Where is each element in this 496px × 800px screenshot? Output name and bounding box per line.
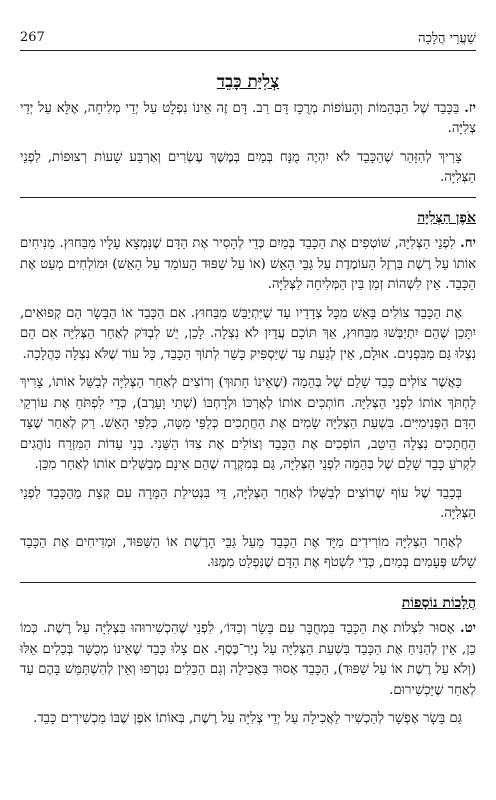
paragraph-18b: אֶת הַכָּבֵד צוֹלִים בָּאֵשׁ מִכָּל צְדָדָיו עַד שֶׁיִּתְיַבֵּשׁ מִבַּחוּץ. אִם הַכָּבֵד אוֹ הַבָּשָׂר הֵם קְפוּאִים, יִתָּכֵן שֶׁהֵם יִתְיַבְּשׁוּ מִבַּחוּץ, אַךְ תּוֹכָם עֲדַיִן לֹא נִצְלָה. לָכֵן, יֵשׁ לִבְדֹּק לְאַחַר הַצְּלִיָּה אִם הֵם נִצְלוּ גַּם מִבִּפְנִים. אוּלָם, אֵין לְגַעַת עַד שֶׁיַּסְפִּיק כָּשֵׁר לְתוֹךְ הַכָּבֵד, כָּל עוֹד שֶׁלֹּא נִצְלָה כַּהֲלָכָה. xyxy=(20,305,476,362)
section-title-liver-roasting: צְלִיַּת כָּבֵד xyxy=(216,72,280,92)
paragraph-18c: כַּאֲשֶׁר צוֹלִים כָּבֵד שָׁלֵם שֶׁל בְּהֵמָה (שֶׁאֵינוֹ חָתוּךְ) וְרוֹצִים לְאַחַר הַצְּלִיָּה לְבַשֵּׁל אוֹתוֹ, צָרִיךְ לַחְתֹּךְ אוֹתוֹ לִפְנֵי הַצְּלִיָּה. חוֹתְכִים אוֹתוֹ לְאָרְכּוֹ וּלְרָחְבּוֹ (שְׁתִי וָעֵרֶב), כְּדֵי לִפְתֹּחַ אֶת עוֹרְקֵי הַדָּם הַפְּנִימִיִּים. בִּשְׁעַת הַצְּלִיָּה שָׂמִים אֶת הַחֲתָכִים כְּלַפֵּי מַטָּה, כְּלַפֵּי הָאֵשׁ. רַק לְאַחַר שֶׁצַּד הַחֲתָכִים נִצְלָה הֵיטֵב, הוֹפְכִים אֶת הַכָּבֵד וְצוֹלִים אֶת צִדּוֹ הַשֵּׁנִי. בְּנֵי עֵדוֹת הַמִּזְרָח נוֹהֲגִים לִקְרֹעַ כָּבֵד שָׁלֵם שֶׁל בְּהֵמָה לִפְנֵי הַצְּלִיָּה, גַּם בְּמִקְרֶה שֶׁהֵם אֵינָם מְבַשְּׁלִים אוֹתוֹ לְאַחַר מִכֵּן. xyxy=(20,375,476,472)
paragraph-17b: צָרִיךְ לְהִזָּהֵר שֶׁהַכָּבֵד לֹא יִהְיֶה מֻנָּח בְּמַיִם בְּמֶשֶׁךְ עֶשְׂרִים וְאַרְבַּע שָׁעוֹת רְצוּפוֹת, לִפְנֵי הַצְּלִיָּה. xyxy=(20,149,476,185)
section-title-additional-laws: הֲלָכוֹת נוֹסָפוֹת xyxy=(401,594,476,611)
paragraph-18d: בְּכָבֵד שֶׁל עוֹף שֶׁרוֹצִים לְבַשְּׁלוֹ לְאַחַר הַצְּלִיָּה, דַּי בִּנְטִילַת הַמָּרָה עִם קְצָת מֵהַכָּבֵד לִפְנֵי הַצְּלִיָּה. xyxy=(20,485,476,521)
section-divider xyxy=(20,197,476,198)
page-number: 267 xyxy=(20,30,45,45)
page-content xyxy=(20,72,476,738)
paragraph-text: לִפְנֵי הַצְּלִיָּה, שׁוֹטְפִים אֶת הַכָּבֵד בְּמַיִם כְּדֵי לְהָסִיר אֶת הַדָּם שֶׁנִּמְצָא עָלָיו מִבַּחוּץ. מַנִּיחִים אוֹתוֹ עַל רֶשֶׁת בַּרְזֶל הָעוֹמֶדֶת עַל גַּבֵּי הָאֵשׁ (אוֹ עַל שַׁפּוּד הָעוֹמֵד עַל הָאֵשׁ) וּמוֹלְחִים מְעַט אֶת הַכָּבֵד. אֵין לִשְׁהוֹת זְמַן בֵּין הַמְּלִיחָה לַצְּלִיָּה. xyxy=(20,236,476,292)
paragraph-text: בַּכָּבֵד שֶׁל הַבְּהֵמוֹת וְהָעוֹפוֹת מְרֻכָּז דָּם רַב. דָּם זֶה אֵינוֹ נִפְלָט עַל יְדֵי מְלִיחָה, אֶלָּא עַל יְדֵי צְלִיָּה. xyxy=(20,100,476,136)
paragraph-19b: גַּם בָּשָׂר אֶפְשָׁר לְהַכְשִׁיר לַאֲכִילָה עַל יְדֵי צְלִיָּה עַל רֶשֶׁת, בְּאוֹתוֹ אֹפֶן שֶׁבּוֹ מַכְשִׁירִים כָּבֵד. xyxy=(33,711,462,726)
section-title-method: אֹפֶן הַצְּלִיָּה xyxy=(417,209,476,226)
paragraph-number: יט. xyxy=(459,621,476,636)
paragraph-number: יז. xyxy=(464,100,476,116)
header-rule xyxy=(20,50,476,51)
page-header xyxy=(20,30,476,50)
paragraph-17 xyxy=(20,99,476,140)
paragraph-18 xyxy=(20,234,476,296)
paragraph-number: יח. xyxy=(460,236,476,251)
paragraph-19 xyxy=(20,619,476,701)
running-title: שַׁעֲרֵי הֲלָכָה xyxy=(418,31,476,46)
paragraph-text: אָסוּר לִצְלוֹת אֶת הַכָּבֵד בִּמְחֻבָּר עִם בָּשָׂר וְכַדּוֹ׳, לִפְנֵי שֶׁהִכְשִׁירוּהוּ בִּצְלִיָּה עַל רֶשֶׁת. כְּמוֹ כֵן, אֵין לְהַנִּיחַ אֶת הַכָּבֵד בִּשְׁעַת הַצְּלִיָּה עַל נְיַר־כֶּסֶף. אִם צָלוּ כָּבֵד שֶׁאֵינוֹ מְכֻשָּׁר בְּכֵלִים אֵלּוּ (וְלֹא עַל רֶשֶׁת אוֹ עַל שַׁפּוּד), הַכָּבֵד אָסוּר בַּאֲכִילָה וְגַם הַכֵּלִים נִטְרְפוּ וְאֵין לְהִשְׁתַּמֵּשׁ בָּהֶם עַד לְאַחַר שֶׁיַּכְשִׁירוּם. xyxy=(20,621,476,698)
section-divider xyxy=(20,582,476,583)
paragraph-18e: לְאַחַר הַצְּלִיָּה מוֹרִידִים מִיָּד אֶת הַכָּבֵד מֵעַל גַּבֵּי הָרֶשֶׁת אוֹ הַשַּׁפּוּד, וּמְדִיחִים אֶת הַכָּבֵד שָׁלֹשׁ פְּעָמִים בְּמַיִם, כְּדֵי לִשְׁטֹף אֶת הַדָּם שֶׁנִּפְלַט מִמֶּנּוּ. xyxy=(20,534,476,570)
